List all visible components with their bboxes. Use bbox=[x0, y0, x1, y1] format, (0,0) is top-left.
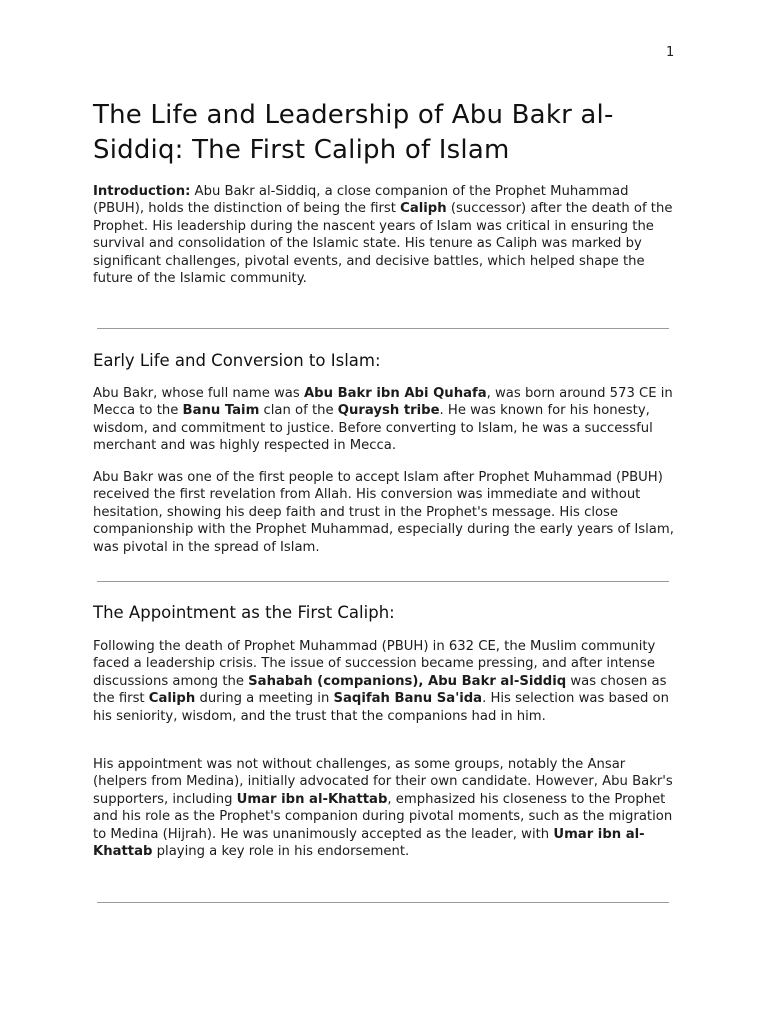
appointment-paragraph-1 bbox=[93, 638, 678, 725]
appointment-p2-bold-umar: Umar ibn al-Khattab bbox=[236, 791, 388, 807]
appointment-p1-text-4: . His selection was based on his seniority, wisdom, and the trust that the companions had in him. bbox=[93, 691, 669, 724]
section-divider bbox=[97, 328, 669, 329]
appointment-p1-text-2: was chosen as the first bbox=[93, 673, 667, 707]
intro-text-2: (successor) after the death of the Prophet. His leadership during the nascent years of Islam was critical in ensuring the survival and consolidation of the Islamic state. His tenure as Caliph was marked by significant challenges, pivotal events, and decisive battles, which helped shape the future of the Islamic community. bbox=[93, 201, 673, 287]
section-heading-early-life: Early Life and Conversion to Islam: bbox=[93, 351, 381, 370]
appointment-p1-bold-caliph: Caliph bbox=[148, 691, 196, 707]
early-life-p1-text-4: . He was known for his honesty, wisdom, and commitment to justice. Before converting to Islam, he was a successful merchant and was highly respected in Mecca. bbox=[93, 403, 653, 454]
document-title: The Life and Leadership of Abu Bakr al-Siddiq: The First Caliph of Islam bbox=[93, 100, 614, 165]
section-divider bbox=[97, 581, 669, 582]
appointment-p1-text-3: during a meeting in bbox=[195, 691, 334, 707]
intro-label: Introduction: bbox=[93, 184, 191, 199]
page-number: 1 bbox=[666, 45, 675, 60]
early-life-paragraph-2: Abu Bakr was one of the first people to accept Islam after Prophet Muhammad (PBUH) received the first revelation from Allah. His conversion was immediate and without hesitation, showing his deep faith and trust in the Prophet's message. His close companionship with the Prophet Muhammad, especially during the early years of Islam, was pivotal in the spread of Islam. bbox=[93, 470, 674, 555]
early-life-p1-bold-name: Abu Bakr ibn Abi Quhafa bbox=[303, 386, 487, 401]
appointment-p2-text-1: His appointment was not without challenges, as some groups, notably the Ansar (helpers from Medina), initially advocated for their own candidate. However, Abu Bakr's supporters, including bbox=[93, 757, 673, 807]
section-heading-appointment: The Appointment as the First Caliph: bbox=[93, 603, 395, 622]
section-divider bbox=[97, 902, 669, 903]
intro-text-1: Abu Bakr al-Siddiq, a close companion of the Prophet Muhammad (PBUH), holds the distinction of being the first bbox=[93, 184, 629, 217]
intro-bold-caliph: Caliph bbox=[400, 201, 447, 217]
appointment-p2-bold-umar-2: Umar ibn al-Khattab bbox=[93, 826, 645, 860]
appointment-paragraph-2 bbox=[93, 756, 678, 860]
appointment-p1-bold-sahabah: Sahabah (companions), Abu Bakr al-Siddiq bbox=[248, 673, 567, 689]
early-life-p1-bold-tribe: Quraysh tribe bbox=[337, 403, 440, 419]
appointment-p1-bold-saqifah: Saqifah Banu Sa'ida bbox=[333, 691, 483, 707]
early-life-p1-text-3: clan of the bbox=[259, 403, 338, 419]
early-life-paragraph-1 bbox=[93, 385, 678, 455]
intro-paragraph bbox=[93, 183, 678, 287]
appointment-p2-text-2: , emphasized his closeness to the Prophet and his role as the Prophet's companion during pivotal moments, such as the migration to Medina (Hijrah). He was unanimously accepted as the leader, with bbox=[93, 791, 673, 842]
appointment-p1-text-1: Following the death of Prophet Muhammad (PBUH) in 632 CE, the Muslim community faced a leadership crisis. The issue of succession became pressing, and after intense discussions among the bbox=[93, 639, 656, 689]
early-life-p1-bold-clan: Banu Taim bbox=[182, 403, 260, 419]
early-life-p1-text-1: Abu Bakr, whose full name was bbox=[93, 386, 304, 401]
appointment-p2-text-3: playing a key role in his endorsement. bbox=[152, 844, 410, 860]
early-life-p1-text-2: , was born around 573 CE in Mecca to the bbox=[93, 386, 673, 419]
